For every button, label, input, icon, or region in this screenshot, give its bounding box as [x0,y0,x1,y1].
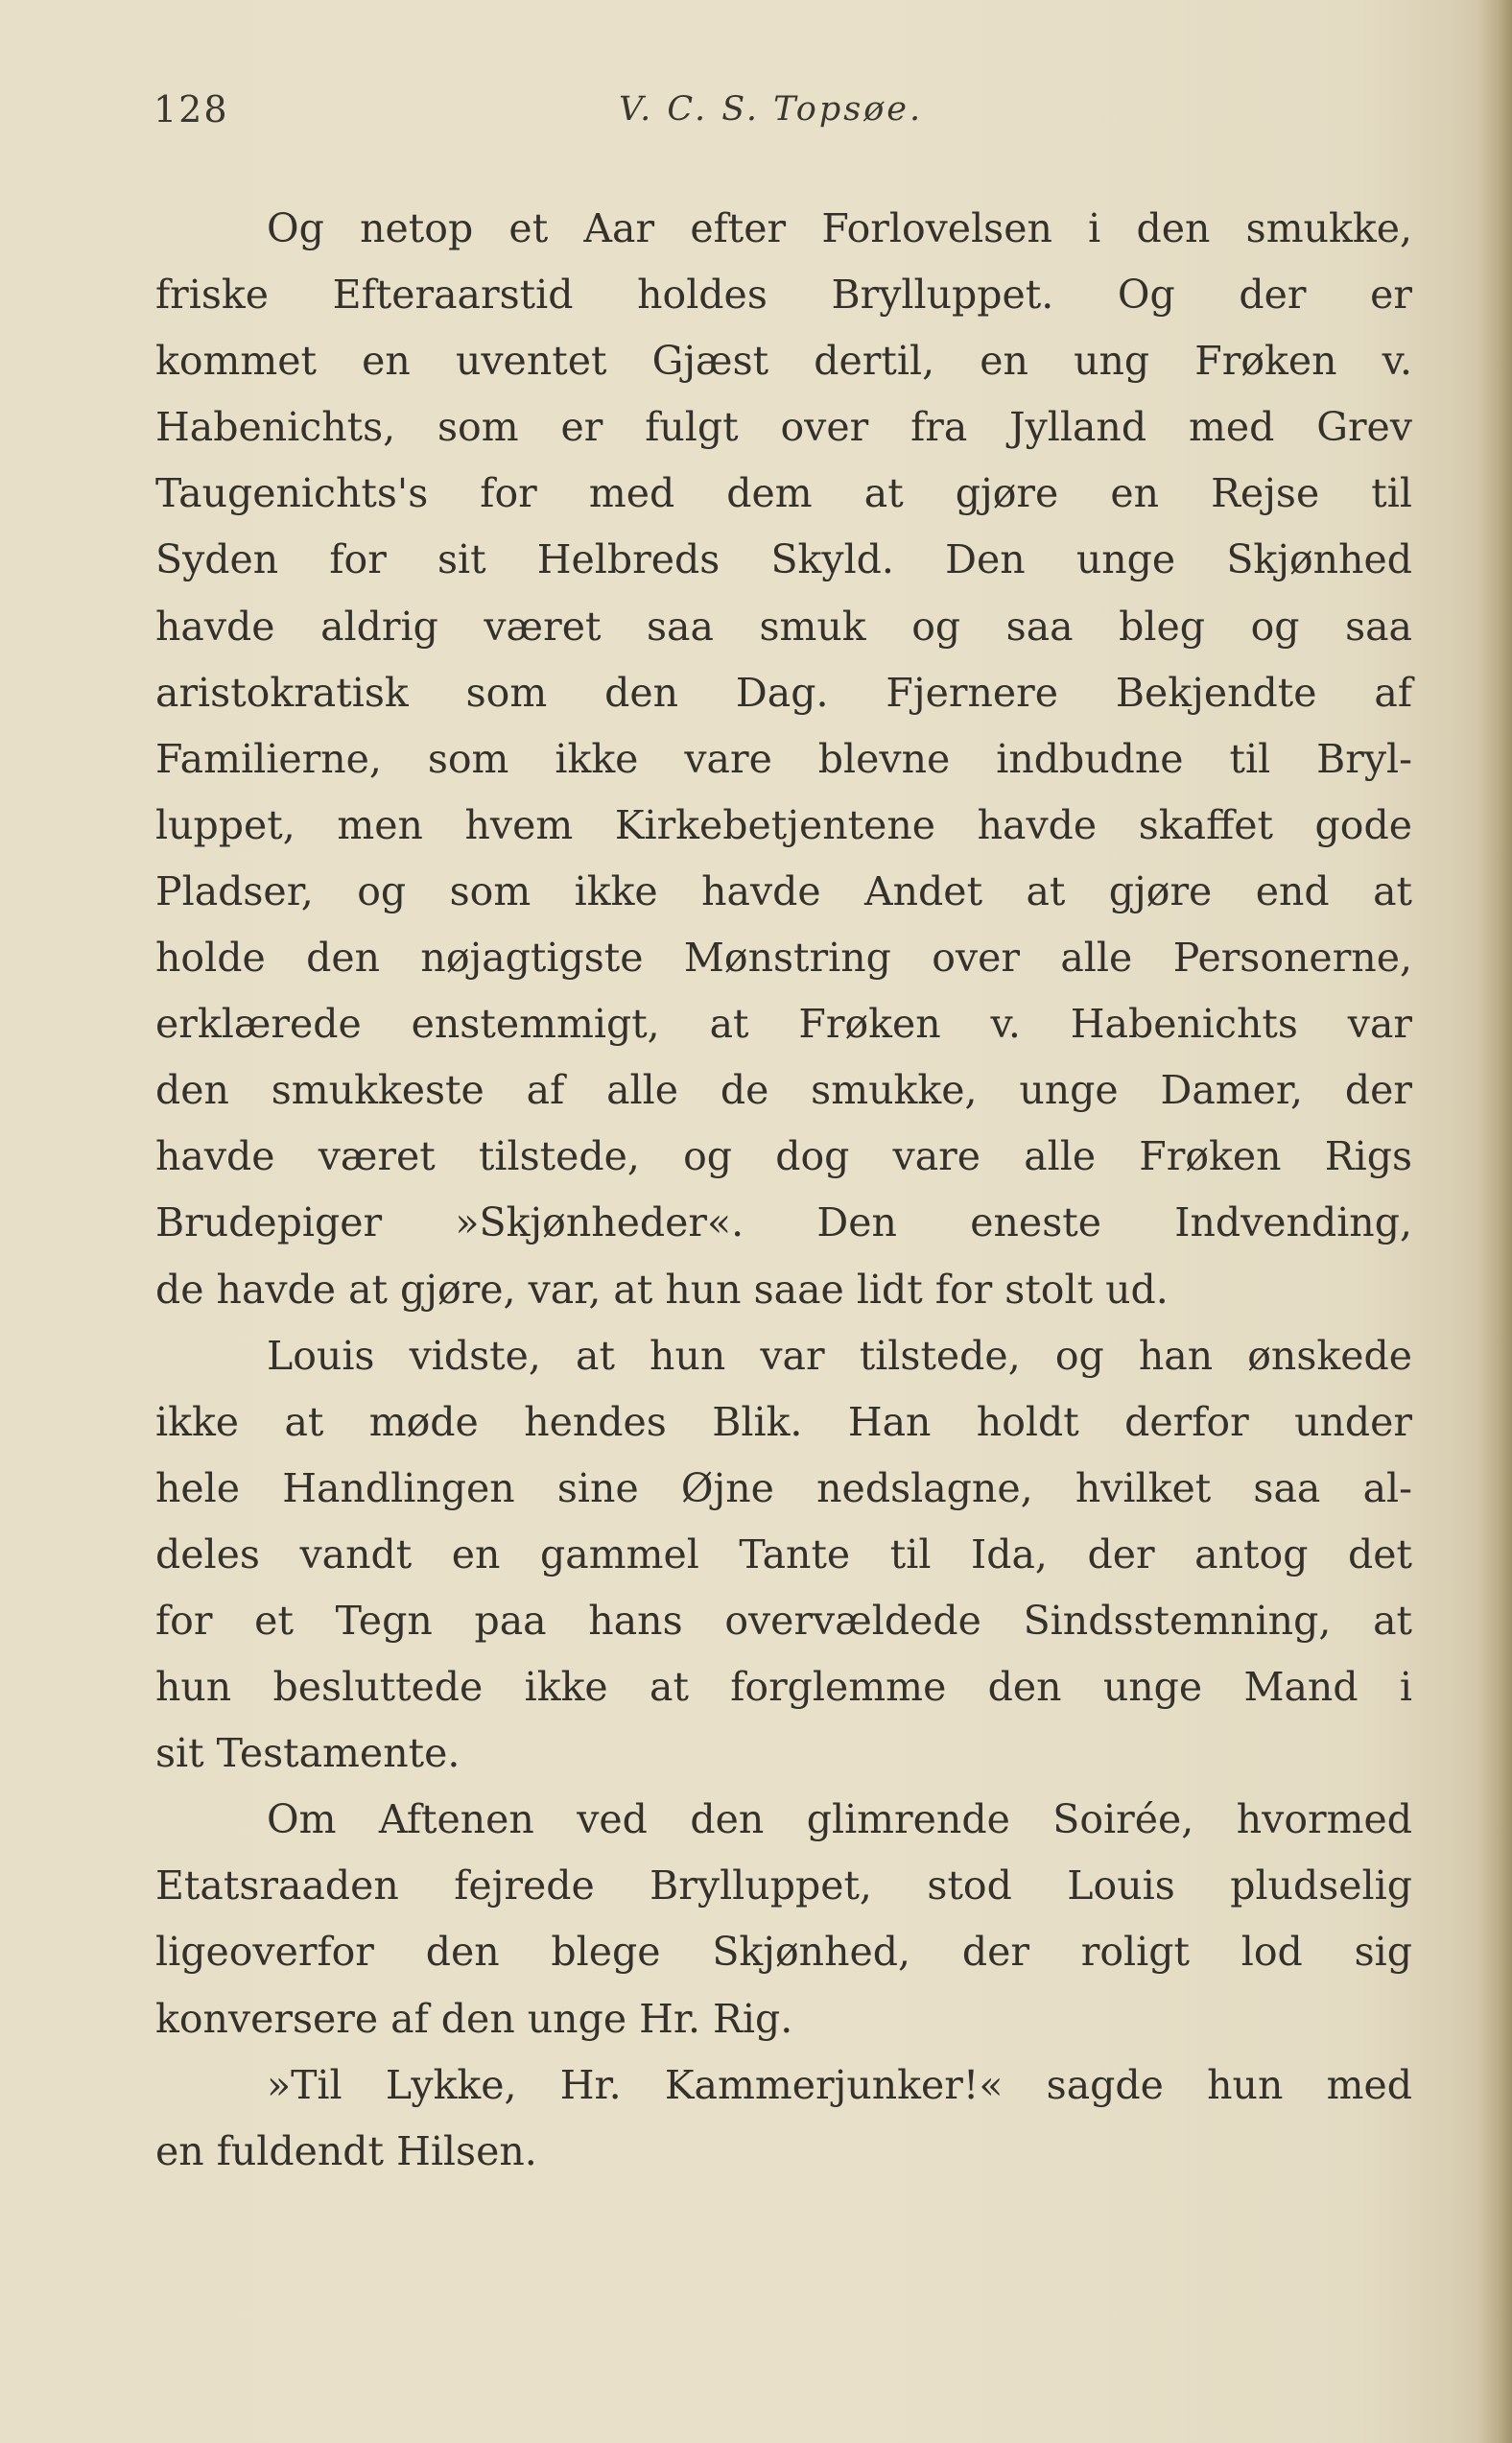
text-line: hun besluttede ikke at forglemme den unge Mand i [155,1664,1412,1711]
text-line: deles vandt en gammel Tante til Ida, der antog det [155,1530,1412,1577]
page-number: 128 [154,88,229,130]
text-line: en fuldendt Hilsen. [155,2127,537,2174]
text-line: den smukkeste af alle de smukke, unge Damer, der [155,1067,1412,1114]
text-line: havde været tilstede, og dog vare alle Frøken Rigs [155,1133,1412,1180]
text-line: ikke at møde hendes Blik. Han holdt derfor under [155,1398,1412,1445]
text-line: havde aldrig været saa smuk og saa bleg og saa [155,603,1412,650]
text-line: erklærede enstemmigt, at Frøken v. Habenichts var [155,1001,1412,1048]
text-line: Pladser, og som ikke havde Andet at gjøre end at [155,867,1412,914]
text-line: Syden for sit Helbreds Skyld. Den unge Skjønhed [155,536,1412,583]
text-line: »Til Lykke, Hr. Kammerjunker!« sagde hun med [267,2061,1412,2108]
body-text [155,196,1412,2185]
text-line: Om Aftenen ved den glimrende Soirée, hvormed [267,1796,1412,1843]
text-line: ligeoverfor den blege Skjønhed, der roligt lod sig [155,1929,1412,1976]
page-header [154,88,1429,142]
text-line: luppet, men hvem Kirkebetjentene havde skaffet gode [155,801,1412,848]
text-line: Familierne, som ikke vare blevne indbudne til Bryl- [155,735,1412,782]
text-line: Taugenichts's for med dem at gjøre en Rejse til [155,470,1412,517]
text-line: aristokratisk som den Dag. Fjernere Bekjendte af [155,669,1412,716]
text-line: Habenichts, som er fulgt over fra Jylland med Grev [155,404,1412,451]
text-line: Brudepiger »Skjønheder«. Den eneste Indvending, [155,1199,1412,1246]
text-line: for et Tegn paa hans overvældede Sindsstemning, at [155,1597,1412,1644]
text-line: hele Handlingen sine Øjne nedslagne, hvilket saa al- [155,1464,1412,1511]
running-head: V. C. S. Topsøe. [619,90,924,129]
page-edge-shadow [1479,0,1512,2443]
text-line: Etatsraaden fejrede Brylluppet, stod Louis pludselig [155,1862,1412,1909]
text-line: holde den nøjagtigste Mønstring over alle Personerne, [155,935,1412,982]
text-line: de havde at gjøre, var, at hun saae lidt for stolt ud. [155,1266,1169,1313]
text-line: kommet en uventet Gjæst dertil, en ung Frøken v. [155,338,1412,385]
text-line: Louis vidste, at hun var tilstede, og han ønskede [267,1332,1412,1379]
text-line: Og netop et Aar efter Forlovelsen i den smukke, [267,205,1412,251]
text-line: konversere af den unge Hr. Rig. [155,1995,793,2042]
text-line: sit Testamente. [155,1730,461,1777]
text-line: friske Efteraarstid holdes Brylluppet. Og der er [155,272,1412,319]
